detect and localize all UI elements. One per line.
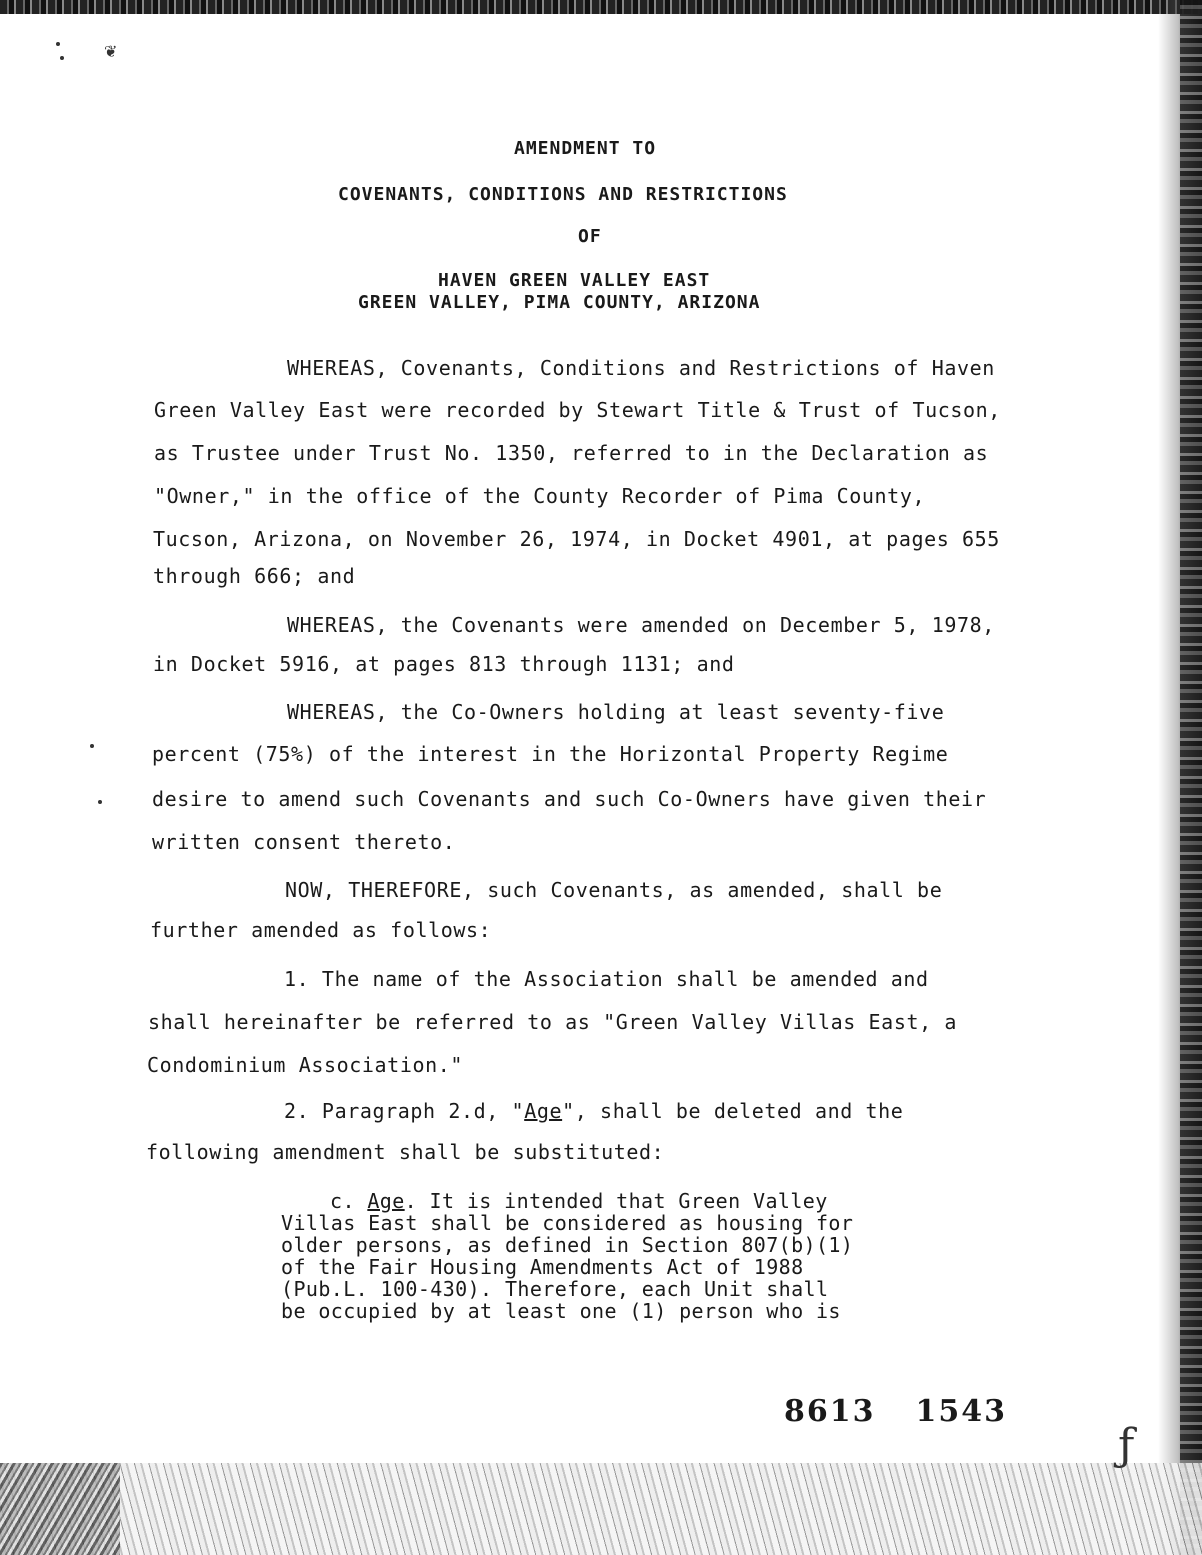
para4-line: further amended as follows: xyxy=(150,918,492,942)
handwritten-mark-icon: ƒ xyxy=(1118,1420,1135,1471)
item1-line: shall hereinafter be referred to as "Green Valley Villas East, a xyxy=(148,1010,958,1034)
quote-line: older persons, as defined in Section 807(b)(1) xyxy=(281,1233,854,1257)
para1-line: as Trustee under Trust No. 1350, referred to in the Declaration as xyxy=(154,441,989,465)
para3-line: desire to amend such Covenants and such Co-Owners have given their xyxy=(152,787,987,811)
item2-term: Age xyxy=(524,1099,563,1123)
page-number: 1543 xyxy=(915,1394,1007,1429)
quote-lead: c. xyxy=(330,1189,368,1213)
heading-line-1: AMENDMENT TO xyxy=(514,138,657,159)
scan-border-top xyxy=(0,0,1202,14)
para3-line: written consent thereto. xyxy=(152,830,456,854)
para2-line: WHEREAS, the Covenants were amended on December 5, 1978, xyxy=(287,613,995,637)
item1-line: 1. The name of the Association shall be amended and xyxy=(284,967,929,991)
para1-line: through 666; and xyxy=(153,564,356,588)
heading-line-2: COVENANTS, CONDITIONS AND RESTRICTIONS xyxy=(338,184,788,205)
scan-border-bottom xyxy=(0,1463,1202,1555)
quote-line xyxy=(330,1190,828,1212)
scan-dot xyxy=(90,744,94,748)
scan-border-right-speckle xyxy=(1180,0,1202,1555)
quote-line: of the Fair Housing Amendments Act of 1988 xyxy=(281,1255,804,1279)
para1-line: WHEREAS, Covenants, Conditions and Restrictions of Haven xyxy=(287,356,995,380)
docket-page-stamp xyxy=(784,1394,1047,1429)
para1-line: Green Valley East were recorded by Stewart Title & Trust of Tucson, xyxy=(154,398,1001,422)
scan-mark-icon: ❦ xyxy=(104,42,118,61)
item2-line xyxy=(284,1099,903,1123)
scan-dot xyxy=(60,56,64,60)
para1-line: Tucson, Arizona, on November 26, 1974, in Docket 4901, at pages 655 xyxy=(153,527,1000,551)
heading-line-4: HAVEN GREEN VALLEY EAST xyxy=(438,270,711,291)
quote-line: Villas East shall be considered as housing for xyxy=(281,1211,854,1235)
item2-prefix: 2. Paragraph 2.d, " xyxy=(284,1099,525,1123)
para1-line: "Owner," in the office of the County Recorder of Pima County, xyxy=(154,484,926,508)
scan-dot xyxy=(56,42,60,46)
para2-line: in Docket 5916, at pages 813 through 1131; and xyxy=(153,652,735,676)
docket-number: 8613 xyxy=(784,1394,876,1429)
quote-line1-rest: . It is intended that Green Valley xyxy=(404,1189,828,1213)
para3-line: WHEREAS, the Co-Owners holding at least seventy-five xyxy=(287,700,945,724)
heading-line-5: GREEN VALLEY, PIMA COUNTY, ARIZONA xyxy=(358,292,761,313)
scan-dot xyxy=(98,800,102,804)
item2-line: following amendment shall be substituted: xyxy=(146,1140,665,1164)
quote-line: (Pub.L. 100-430). Therefore, each Unit shall xyxy=(281,1277,829,1301)
scan-border-bottom-left xyxy=(0,1463,120,1555)
para4-line: NOW, THEREFORE, such Covenants, as amended, shall be xyxy=(285,878,943,902)
item2-suffix: ", shall be deleted and the xyxy=(562,1099,904,1123)
quote-term: Age xyxy=(367,1189,405,1213)
heading-line-3: OF xyxy=(578,226,602,247)
para3-line: percent (75%) of the interest in the Horizontal Property Regime xyxy=(152,742,949,766)
item1-line: Condominium Association." xyxy=(147,1053,464,1077)
quote-line: be occupied by at least one (1) person who is xyxy=(281,1299,841,1323)
